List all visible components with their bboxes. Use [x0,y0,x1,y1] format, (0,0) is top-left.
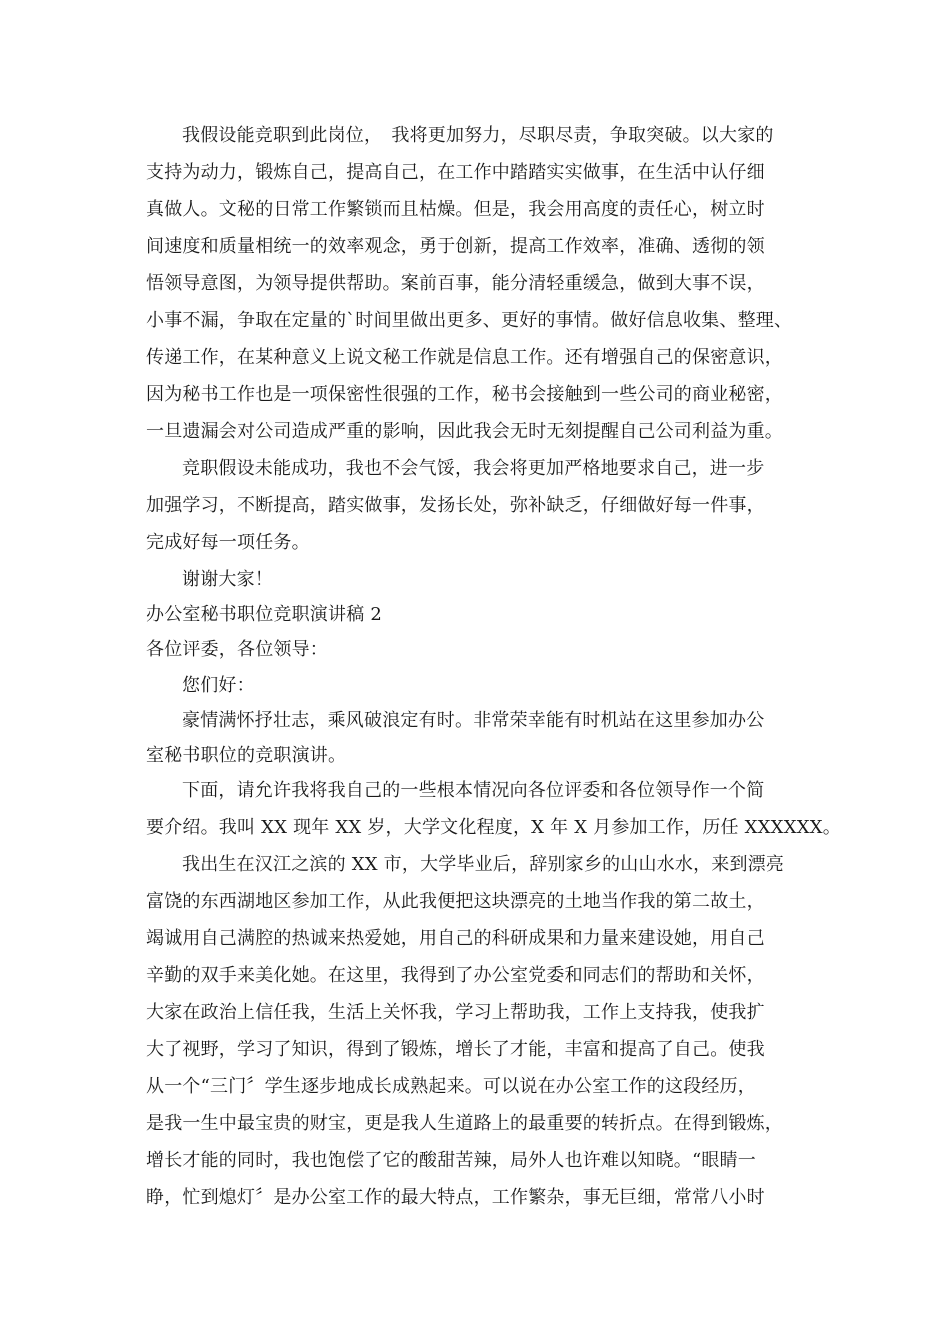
text-line: 支持为动力，锻炼自己，提高自己，在工作中踏踏实实做事，在生活中认仔细 [146,162,765,183]
text-line: 谢谢大家！ [182,569,273,590]
text-line: 要介绍。我叫 XX 现年 XX 岁，大学文化程度，X 年 X 月参加工作，历任 XXXXXX。 [146,817,841,838]
text-line: 我出生在汉江之滨的 XX 市，大学毕业后，辞别家乡的山山水水，来到漂亮 [182,854,785,875]
text-line: 竭诚用自己满腔的热诚来热爱她，用自己的科研成果和力量来建设她，用自己 [146,928,765,949]
text-line: 豪情满怀抒壮志，乘风破浪定有时。非常荣幸能有时机站在这里参加办公 [182,710,765,731]
text-line: 我假设能竞职到此岗位， 我将更加努力，尽职尽责，争取突破。以大家的 [182,125,774,146]
text-line: 大了视野，学习了知识，得到了锻炼，增长了才能，丰富和提高了自己。使我 [146,1039,765,1060]
text-line: 传递工作，在某种意义上说文秘工作就是信息工作。还有增强自己的保密意识， [146,347,783,368]
text-line: 因为秘书工作也是一项保密性很强的工作，秘书会接触到一些公司的商业秘密， [146,384,783,405]
text-line: 竞职假设未能成功，我也不会气馁，我会将更加严格地要求自己，进一步 [182,458,765,479]
text-line: 富饶的东西湖地区参加工作，从此我便把这块漂亮的土地当作我的第二故土， [146,891,765,912]
text-line: 小事不漏，争取在定量的`时间里做出更多、更好的事情。做好信息收集、整理、 [146,310,793,331]
text-line: 间速度和质量相统一的效率观念，勇于创新，提高工作效率，准确、透彻的领 [146,236,765,257]
text-line: 加强学习，不断提高，踏实做事，发扬长处，弥补缺乏，仔细做好每一件事， [146,495,765,516]
text-line: 一旦遗漏会对公司造成严重的影响，因此我会无时无刻提醒自己公司利益为重。 [146,421,783,442]
text-line: 悟领导意图，为领导提供帮助。案前百事，能分清轻重缓急，做到大事不误， [146,273,765,294]
text-line: 辛勤的双手来美化她。在这里，我得到了办公室党委和同志们的帮助和关怀， [146,965,765,986]
salutation: 各位评委，各位领导： [146,639,328,660]
text-line: 睁，忙到熄灯〞是办公室工作的最大特点，工作繁杂，事无巨细，常常八小时 [146,1187,765,1208]
greeting: 您们好： [182,675,255,696]
text-line: 下面，请允许我将我自己的一些根本情况向各位评委和各位领导作一个简 [182,780,765,801]
text-line: 大家在政治上信任我，生活上关怀我，学习上帮助我，工作上支持我，使我扩 [146,1002,765,1023]
text-line: 从一个“三门〞学生逐步地成长成熟起来。可以说在办公室工作的这段经历， [146,1076,756,1097]
text-line: 室秘书职位的竞职演讲。 [146,745,347,766]
section-title: 办公室秘书职位竞职演讲稿 2 [146,604,382,625]
text-line: 真做人。文秘的日常工作繁锁而且枯燥。但是，我会用高度的责任心，树立时 [146,199,765,220]
text-line: 是我一生中最宝贵的财宝，更是我人生道路上的最重要的转折点。在得到锻炼， [146,1113,783,1134]
text-line: 增长才能的同时，我也饱偿了它的酸甜苦辣，局外人也许难以知晓。“眼睛一 [146,1150,756,1171]
text-line: 完成好每一项任务。 [146,532,310,553]
